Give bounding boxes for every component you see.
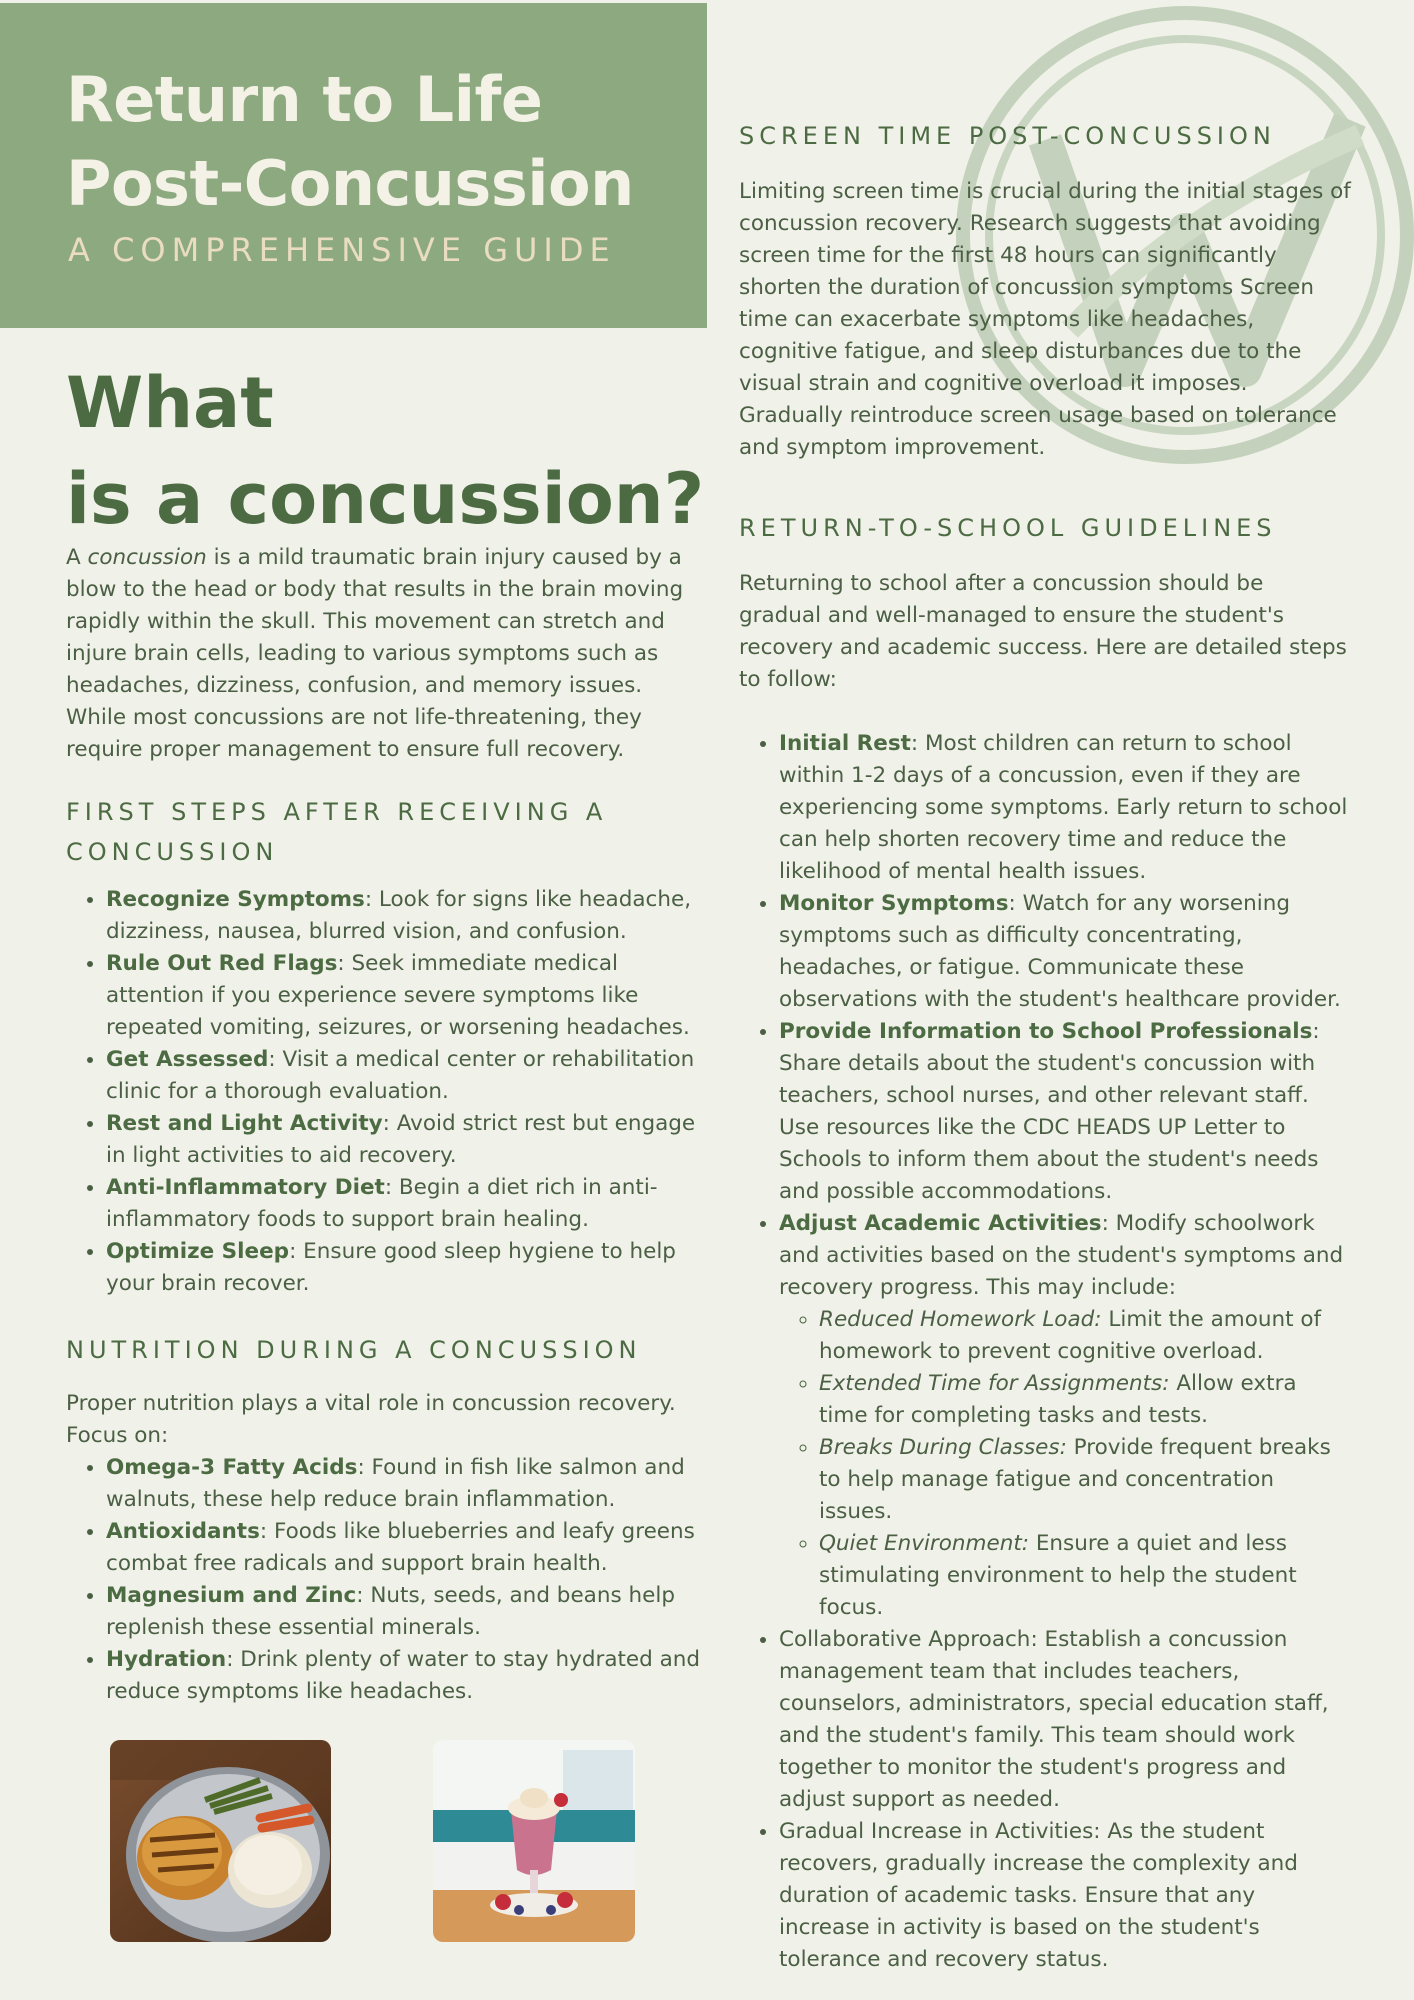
list-item (819, 1528, 1351, 1624)
item-text: : Most children can return to school within 1-2 days of a concussion, even if they are experiencing some symptoms. Early return to school can help shorten recovery time and reduce the likelihood of mental health issues. (779, 731, 1348, 884)
nutrition-heading: NUTRITION DURING A CONCUSSION (66, 1336, 642, 1364)
item-label: Antioxidants (106, 1519, 260, 1544)
item-text: : Found in fish like salmon and walnuts, these help reduce brain inflammation. (106, 1455, 685, 1512)
item-label: Provide Information to School Professionals (779, 1019, 1313, 1044)
item-text: : Avoid strict rest but engage in light activities to aid recovery. (106, 1111, 696, 1168)
item-label: Optimize Sleep (106, 1239, 290, 1264)
heading-line-2: is a concussion? (66, 458, 705, 540)
screen-time-body: Limiting screen time is crucial during the initial stages of concussion recovery. Research suggests that avoiding screen time for the first 48 hours can significantly shorten the duration of concussion symptoms Screen time can exacerbate symptoms like headaches, cognitive fatigue, and sleep disturbances due to the visual strain and cognitive overload it imposes. Gradually reintroduce screen usage based on tolerance and symptom improvement. (739, 179, 1351, 460)
list-item (106, 884, 706, 948)
item-text: Limit the amount of homework to prevent cognitive overload. (819, 1307, 1322, 1364)
nutrition-intro: Proper nutrition plays a vital role in concussion recovery. Focus on: (66, 1391, 676, 1448)
item-label: Monitor Symptoms (779, 891, 1009, 916)
school-intro: Returning to school after a concussion should be gradual and well-managed to ensure the student's recovery and academic success. Here are detailed steps to follow: (739, 571, 1347, 692)
item-text: Provide frequent breaks to help manage fatigue and concentration issues. (819, 1435, 1331, 1524)
item-label: Rest and Light Activity (106, 1111, 383, 1136)
item-label: Quiet Environment: (819, 1531, 1030, 1556)
item-label: Recognize Symptoms (106, 887, 365, 912)
list-item (779, 888, 1351, 1016)
item-label: Magnesium and Zinc (106, 1583, 357, 1608)
list-item (779, 1208, 1351, 1624)
item-text: : Share details about the student's concussion with teachers, school nurses, and other relevant staff. Use resources like the CDC HEADS UP Letter to Schools to inform them about the student's needs and possible accommodations. (779, 1019, 1320, 1204)
item-text: : Drink plenty of water to stay hydrated and reduce symptoms like headaches. (106, 1647, 701, 1704)
item-text: : Foods like blueberries and leafy greens combat free radicals and support brain health. (106, 1519, 695, 1576)
what-is-concussion-heading (66, 355, 706, 547)
item-label: Hydration (106, 1647, 227, 1672)
item-text: : Nuts, seeds, and beans help replenish these essential minerals. (106, 1583, 675, 1640)
heading-line-1: What (66, 362, 274, 444)
nutrition-list (66, 1452, 706, 1708)
item-label: Adjust Academic Activities (779, 1211, 1102, 1236)
list-item (819, 1368, 1351, 1432)
item-label: Anti-Inflammatory Diet (106, 1175, 385, 1200)
first-steps-heading: FIRST STEPS AFTER RECEIVING A CONCUSSION (66, 798, 608, 866)
page-subtitle: A COMPREHENSIVE GUIDE (68, 231, 616, 269)
screen-time-heading: SCREEN TIME POST-CONCUSSION (739, 122, 1276, 150)
list-item (106, 948, 706, 1044)
list-item (106, 1236, 706, 1300)
list-item (779, 1016, 1351, 1208)
item-label: Breaks During Classes: (819, 1435, 1067, 1460)
header-banner (0, 3, 707, 328)
item-text: Ensure a quiet and less stimulating environment to help the student focus. (819, 1531, 1297, 1620)
berry-smoothie-image (433, 1740, 635, 1942)
list-item (819, 1304, 1351, 1368)
list-item (106, 1172, 706, 1236)
list-item (106, 1452, 706, 1516)
item-label: Reduced Homework Load: (819, 1307, 1102, 1332)
item-label: Omega-3 Fatty Acids (106, 1455, 358, 1480)
list-item (779, 728, 1351, 888)
item-text: : Seek immediate medical attention if you experience severe symptoms like repeated vomiting, seizures, or worsening headaches. (106, 951, 690, 1040)
item-label: Extended Time for Assignments: (819, 1371, 1170, 1396)
item-label: Initial Rest (779, 731, 911, 756)
list-item (106, 1644, 706, 1708)
lead-word: A (66, 545, 88, 570)
list-item: • Gradual Increase in Activities: As the student recovers, gradually increase the complexity and duration of academic tasks. Ensure that any increase in activity is based on the student's tolerance and recovery status. (779, 1816, 1351, 1976)
concussion-definition (66, 542, 706, 766)
item-text: : Visit a medical center or rehabilitation clinic for a thorough evaluation. (106, 1047, 695, 1104)
list-item (819, 1432, 1351, 1528)
left-column (66, 542, 706, 1708)
item-text: Allow extra time for completing tasks and tests. (819, 1371, 1297, 1428)
page-title: Return to Life Post-Concussion (66, 63, 634, 220)
item-text: : Modify schoolwork and activities based on the student's symptoms and recovery progress. This may include: (779, 1211, 1344, 1300)
definition-body: is a mild traumatic brain injury caused by a blow to the head or body that results in the brain moving rapidly within the skull. This movement can stretch and injure brain cells, leading to various symptoms such as headaches, dizziness, confusion, and memory issues. While most concussions are not life-threatening, they require proper management to ensure full recovery. (66, 545, 684, 762)
item-text: : Watch for any worsening symptoms such as difficulty concentrating, headaches, or fatigue. Communicate these observations with the student's healthcare provider. (779, 891, 1341, 1012)
right-column (739, 116, 1351, 1976)
list-item (106, 1580, 706, 1644)
list-item (106, 1108, 706, 1172)
chicken-rice-plate-image (110, 1740, 331, 1942)
school-list (739, 728, 1351, 1976)
item-label: Rule Out Red Flags (106, 951, 338, 976)
first-steps-list (66, 884, 706, 1300)
item-label: Get Assessed (106, 1047, 269, 1072)
item-text: : Look for signs like headache, dizziness, nausea, blurred vision, and confusion. (106, 887, 692, 944)
concussion-term: concussion (87, 545, 207, 570)
academic-adjustments-list (779, 1304, 1351, 1624)
school-heading: RETURN-TO-SCHOOL GUIDELINES (739, 514, 1277, 542)
item-text: : Ensure good sleep hygiene to help your brain recover. (106, 1239, 676, 1296)
list-item (106, 1044, 706, 1108)
list-item (106, 1516, 706, 1580)
list-item: • Collaborative Approach: Establish a concussion management team that includes teachers, counselors, administrators, special education staff, and the student's family. This team should work together to monitor the student's progress and adjust support as needed. (779, 1624, 1351, 1816)
item-text: : Begin a diet rich in anti-inflammatory foods to support brain healing. (106, 1175, 658, 1232)
